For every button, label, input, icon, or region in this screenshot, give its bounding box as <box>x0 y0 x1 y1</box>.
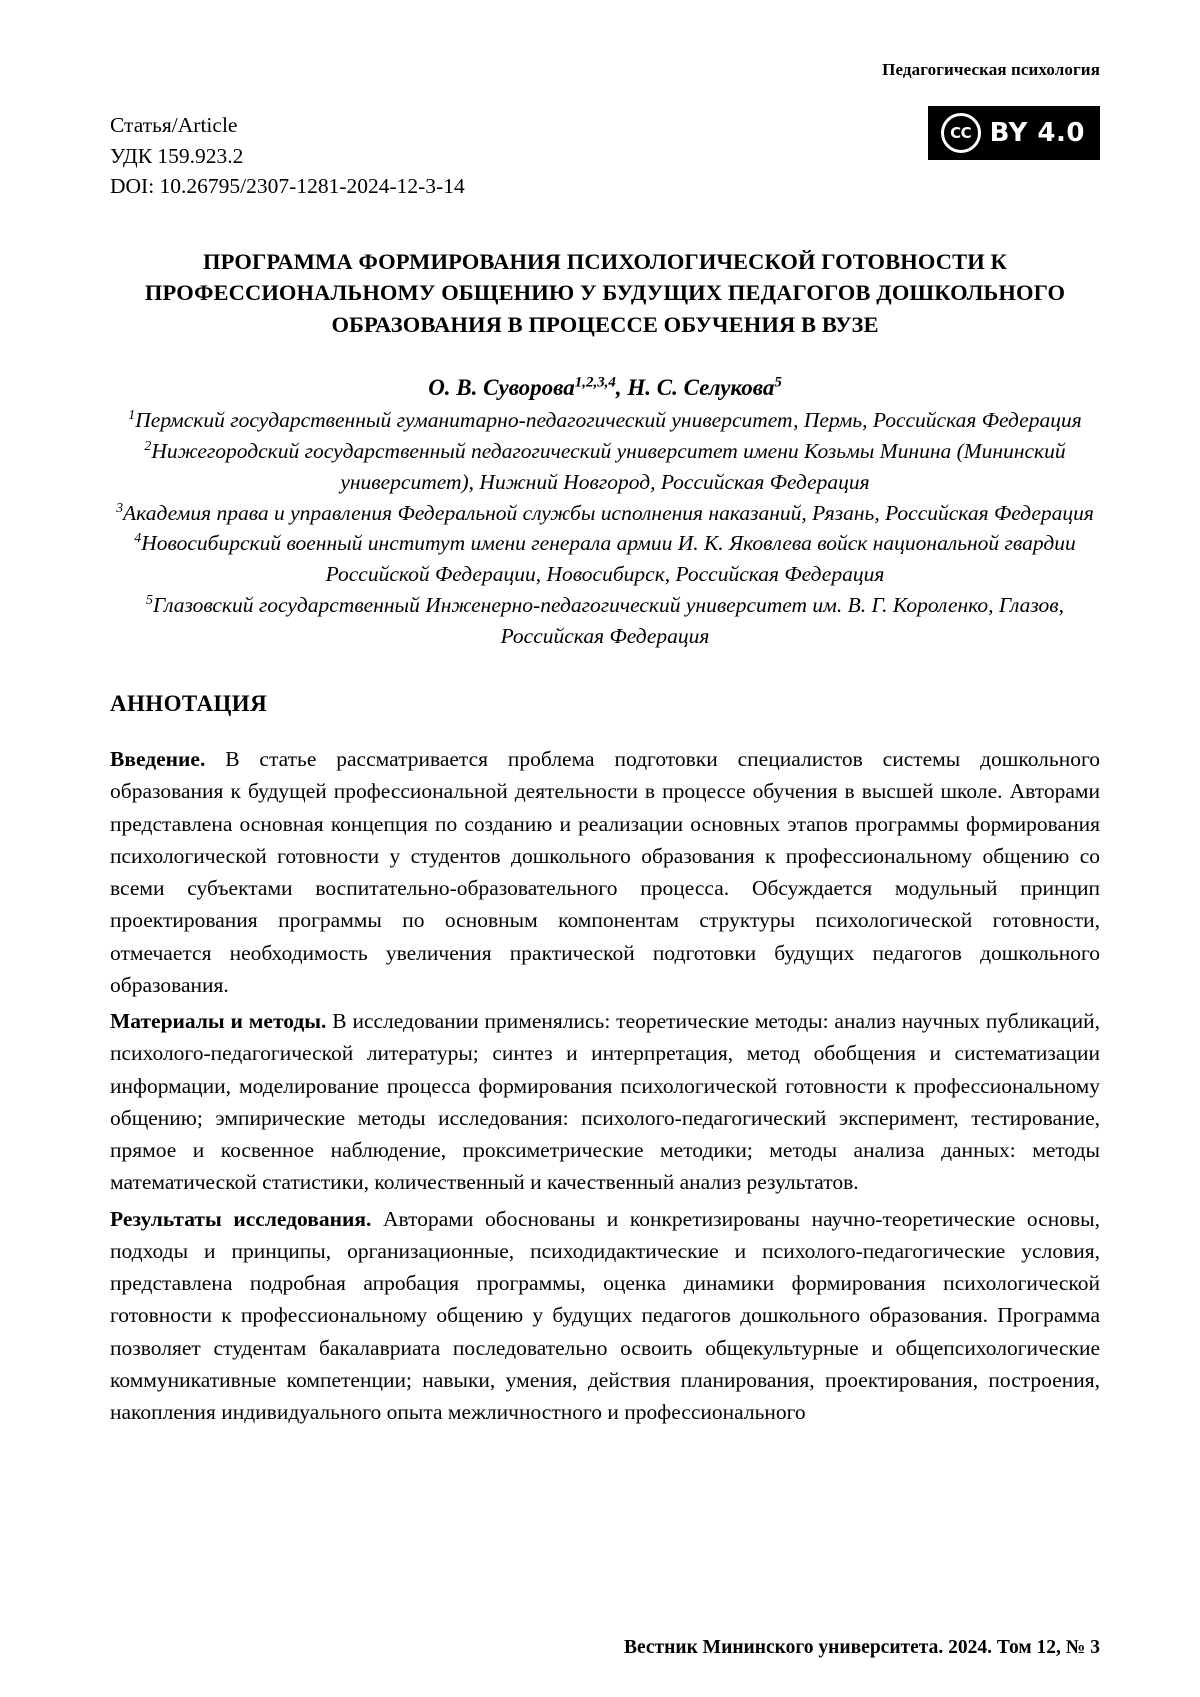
affiliations-list <box>110 405 1100 651</box>
doi-code: DOI: 10.26795/2307-1281-2024-12-3-14 <box>110 174 465 199</box>
page-title: ПРОГРАММА ФОРМИРОВАНИЯ ПСИХОЛОГИЧЕСКОЙ ГОТОВНОСТИ К ПРОФЕССИОНАЛЬНОМУ ОБЩЕНИЮ У БУДУЩИХ ПЕДАГОГОВ ДОШКОЛЬНОГО ОБРАЗОВАНИЯ В ПРОЦЕССЕ ОБУЧЕНИЯ В ВУЗЕ <box>144 248 1066 338</box>
affiliation-marker: 1 <box>128 408 136 424</box>
page-footer: Вестник Мининского университета. 2024. Том 12, № 3 <box>623 1637 1100 1658</box>
creative-commons-badge[interactable] <box>928 106 1100 160</box>
abstract-heading: АННОТАЦИЯ <box>110 691 268 717</box>
affiliation-item <box>110 498 1100 529</box>
affiliation-marker: 3 <box>116 500 124 516</box>
abstract-paragraph-text: В статье рассматривается проблема подготовки специалистов системы дошкольного образования к будущей профессиональной деятельности в процессе обучения в высшей школе. Авторами представлена основная концепция по созданию и реализации основных этапов программы формирования психологической готовности у студентов дошкольного образования к профессиональному общению со всеми субъектами воспитательно-образовательного процесса. Обсуждается модульный принцип проектирования программы по основным компонентам структуры психологической готовности, отмечается необходимость увеличения практической подготовки будущих педагогов дошкольного образования. <box>110 747 1100 997</box>
affiliation-marker: 4 <box>134 531 142 547</box>
affiliation-marker: 5 <box>146 592 154 608</box>
affiliation-text: Нижегородский государственный педагогический университет имени Козьмы Минина (Мининский университет), Нижний Новгород, Российская Федерация <box>151 439 1066 494</box>
affiliation-text: Глазовский государственный Инженерно-педагогический университет им. В. Г. Короленко, Глазов, Российская Федерация <box>153 592 1064 648</box>
abstract-paragraph-text: В исследовании применялись: теоретические методы: анализ научных публикаций, психолого-педагогической литературы; синтез и интерпретация, метод обобщения и систематизации информации, моделирование процесса формирования психологической готовности к профессиональному общению; эмпирические методы исследования: психолого-педагогический эксперимент, тестирование, прямое и косвенное наблюдение, проксиметрические методики; методы анализа данных: методы математической статистики, количественный и качественный анализ результатов. <box>110 1009 1100 1195</box>
authors-line <box>110 375 1100 401</box>
affiliation-item <box>110 590 1100 651</box>
author-1-affiliation-marks: 1,2,3,4 <box>574 374 616 391</box>
creative-commons-icon: CC <box>941 113 981 153</box>
author-2-affiliation-marks: 5 <box>774 374 782 391</box>
affiliation-item <box>110 405 1100 436</box>
abstract-paragraph <box>110 1005 1100 1199</box>
affiliation-text: Новосибирский военный институт имени генерала армии И. К. Яковлева войск национальной гвардии Российской Федерации, Новосибирск, Российская Федерация <box>141 531 1076 587</box>
abstract-paragraph <box>110 1203 1100 1429</box>
author-2-name: , Н. С. Селукова <box>615 375 775 401</box>
running-head: Педагогическая психология <box>882 60 1100 79</box>
abstract-paragraph <box>110 743 1100 1001</box>
affiliation-item <box>110 528 1100 589</box>
affiliation-marker: 2 <box>144 438 152 454</box>
abstract-body <box>110 743 1100 1428</box>
meta-and-licence-row <box>110 106 1100 202</box>
udk-code: УДК 159.923.2 <box>110 143 244 168</box>
article-meta-block <box>110 106 465 202</box>
abstract-paragraph-text: Авторами обоснованы и конкретизированы научно-теоретические основы, подходы и принципы, организационные, психодидактические и психолого-педагогические условия, представлена подробная апробация программы, оценка динамики формирования психологической готовности к профессиональному общению у будущих педагогов дошкольного образования. Программа позволяет студентам бакалавриата последовательно освоить общекультурные и общепсихологические коммуникативные компетенции; навыки, умения, действия планирования, проектирования, построения, накопления индивидуального опыта межличностного и профессионального <box>110 1206 1100 1425</box>
abstract-paragraph-lead: Введение. <box>110 747 206 772</box>
abstract-paragraph-lead: Материалы и методы. <box>110 1009 327 1034</box>
affiliation-item <box>110 436 1100 497</box>
creative-commons-badge-inner <box>933 113 1095 153</box>
abstract-paragraph-lead: Результаты исследования. <box>110 1206 372 1231</box>
author-1-name: О. В. Суворова <box>428 375 575 401</box>
licence-label: BY 4.0 <box>989 118 1085 148</box>
affiliation-text: Пермский государственный гуманитарно-педагогический университет, Пермь, Российская Федерация <box>135 408 1082 433</box>
affiliation-text: Академия права и управления Федеральной службы исполнения наказаний, Рязань, Российская Федерация <box>123 500 1094 525</box>
article-type: Статья/Article <box>110 113 238 137</box>
